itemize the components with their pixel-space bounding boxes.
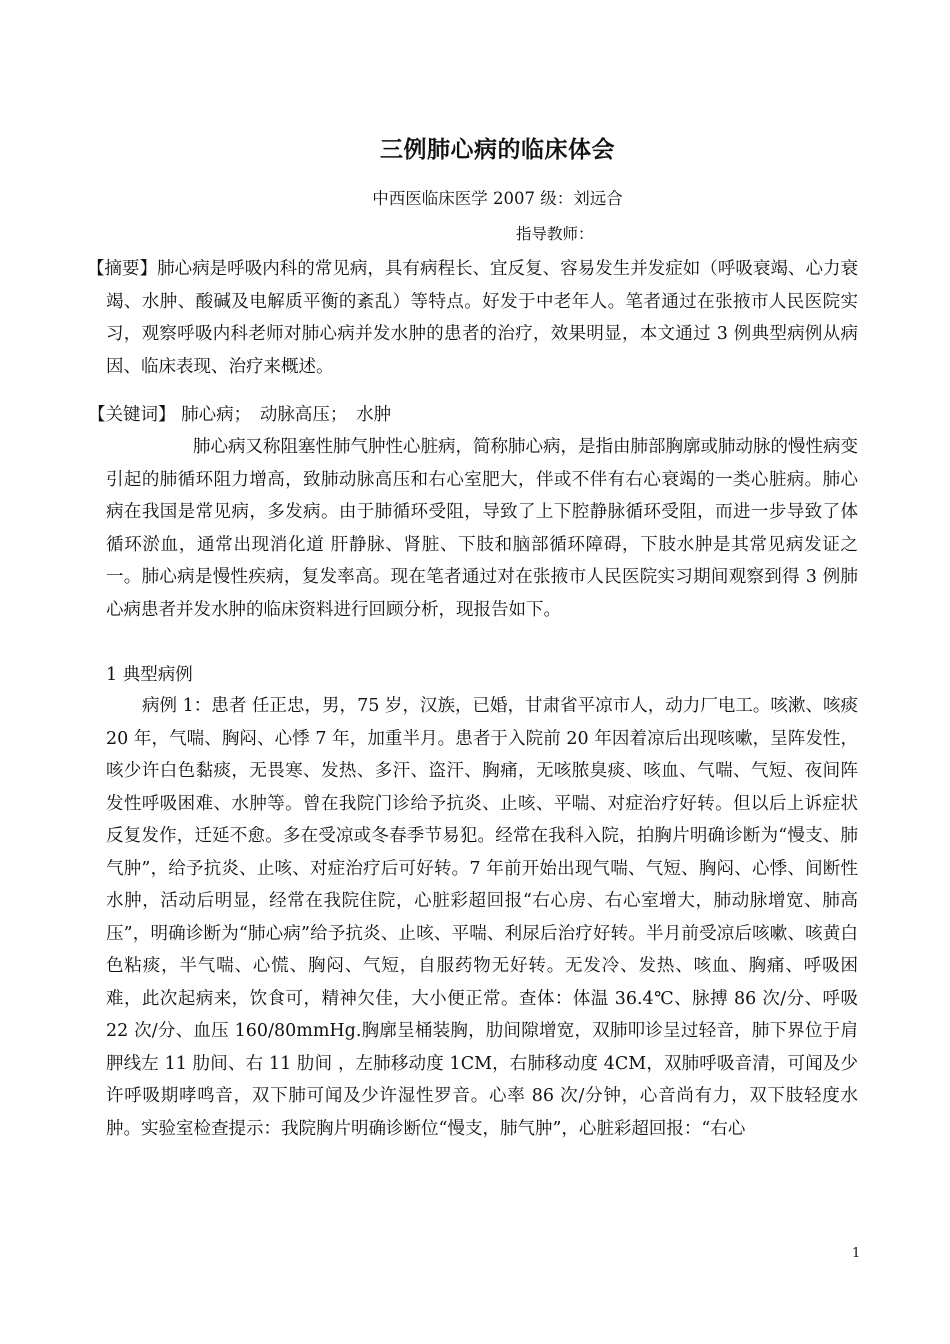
page-number: 1 — [852, 1246, 861, 1261]
abstract-text: 肺心病是呼吸内科的常见病，具有病程长、宜反复、容易发生并发症如（呼吸衰竭、心力衰竭、水肿、酸碱及电解质平衡的紊乱）等特点。好发于中老年人。笔者通过在张掖市人民医院实习，观察呼吸内科老师对肺心病并发水肿的患者的治疗，效果明显，本文通过 3 例典型病例从病因、临床表现、治疗来概述。 — [106, 259, 858, 377]
intro-paragraph: 肺心病又称阻塞性肺气肿性心脏病，简称肺心病，是指由肺部胸廓或肺动脉的慢性病变引起的肺循环阻力增高，致肺动脉高压和右心室肥大，伴或不伴有右心衰竭的一类心脏病。肺心病在我国是常见病，多发病。由于肺循环受阻，导致了上下腔静脉循环受阻，而进一步导致了体循环淤血，通常出现消化道 肝静脉、肾脏、下肢和脑部循环障碍，下肢水肿是其常见病发证之一。肺心病是慢性疾病，复发率高。现在笔者通过对在张掖市人民医院实习期间观察到得 3 例肺心病患者并发水肿的临床资料进行回顾分析，现报告如下。 — [106, 437, 858, 620]
author-line: 中西医临床医学 2007 级：刘远合 — [372, 189, 623, 208]
advisor-line: 指导教师： — [516, 225, 594, 243]
document-title: 三例肺心病的临床体会 — [380, 137, 615, 163]
case-paragraph: 病例 1：患者 任正忠，男，75 岁，汉族，已婚，甘肃省平凉市人，动力厂电工。咳漱、咳痰 20 年，气喘、胸闷、心悸 7 年，加重半月。患者于入院前 20 年因着凉后出现咳嗽，呈阵发性，咳少许白色黏痰，无畏寒、发热、多汗、盗汗、胸痛，无咳脓臭痰、咳血、气喘、气短、夜间阵发性呼吸困难、水肿等。曾在我院门诊给予抗炎、止咳、平喘、对症治疗好转。但以后上诉症状反复发作，迁延不愈。多在受凉或冬春季节易犯。经常在我科入院，拍胸片明确诊断为“慢支、肺气肿”，给予抗炎、止咳、对症治疗后可好转。7 年前开始出现气喘、气短、胸闷、心悸、间断性水肿，活动后明显，经常在我院住院，心脏彩超回报“右心房、右心室增大，肺动脉增宽、肺高压”，明确诊断为“肺心病”给予抗炎、止咳、平喘、利尿后治疗好转。半月前受凉后咳嗽、咳黄白色粘痰，半气喘、心慌、胸闷、气短，自服药物无好转。无发冷、发热、咳血、胸痛、呼吸困难，此次起病来，饮食可，精神欠佳，大小便正常。查体：体温 36.4℃、脉搏 86 次/分、呼吸 22 次/分、血压 160/80mmHg.胸廓呈桶装胸，肋间隙增宽，双肺叩诊呈过轻音，肺下界位于肩胛线左 11 肋间、右 11 肋间 ，左肺移动度 1CM，右肺移动度 4CM，双肺呼吸音清，可闻及少许呼吸期哮鸣音，双下肺可闻及少许湿性罗音。心率 86 次/分钟，心音尚有力，双下肢轻度水肿。实验室检查提示：我院胸片明确诊断位“慢支，肺气肿”，心脏彩超回报：“右心 — [106, 696, 858, 1139]
keywords-label: 【关键词】 — [88, 405, 176, 425]
keywords-items: 肺心病； 动脉高压； 水肿 — [181, 405, 392, 425]
abstract-paragraph — [87, 253, 858, 383]
section-heading: 1 典型病例 — [106, 665, 193, 685]
keywords-line — [88, 399, 840, 432]
abstract-label: 【摘要】 — [87, 259, 158, 279]
